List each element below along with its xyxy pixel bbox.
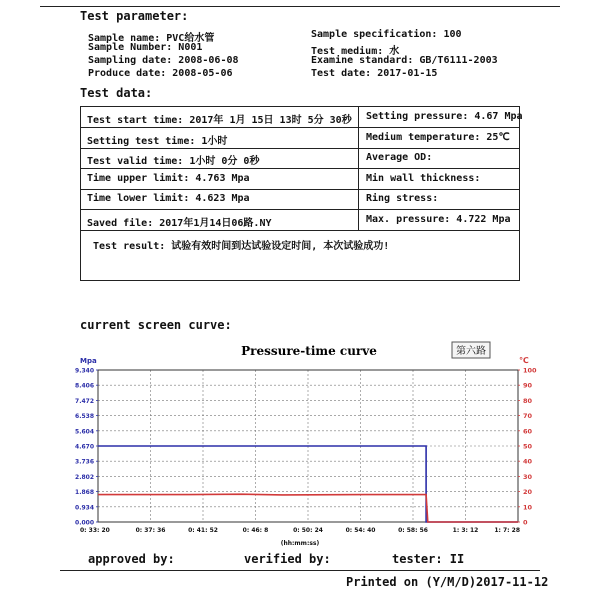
left-tick-label: 7.472: [75, 397, 94, 405]
footer-rule: [60, 570, 540, 571]
param-test-medium: Test medium: 水: [311, 46, 400, 57]
left-tick-label: 0.934: [75, 504, 94, 512]
x-tick-label: 0: 33: 20: [80, 527, 110, 534]
left-axis-labels: [75, 368, 94, 527]
left-tick-label: 2.802: [75, 473, 94, 481]
channel-label: 第六路: [456, 346, 486, 357]
row-line: [81, 189, 519, 190]
cell-test-start-time: Test start time: 2017年 1月 15日 13时 5分 30秒: [87, 115, 352, 126]
right-tick-label: 40: [523, 457, 533, 466]
param-test-date: Test date: 2017-01-15: [311, 68, 438, 79]
param-produce-date: Produce date: 2008-05-06: [88, 68, 233, 79]
left-tick-label: 4.670: [75, 443, 94, 451]
cell-medium-temperature: Medium temperature: 25℃: [366, 132, 510, 143]
left-tick-label: 8.406: [75, 382, 94, 390]
test-data-table: [80, 106, 523, 281]
x-tick-label: 0: 41: 52: [188, 527, 218, 534]
x-tick-label: 0: 37: 36: [135, 527, 166, 534]
left-tick-label: 6.538: [75, 413, 94, 421]
param-sample-number: Sample Number: N001: [88, 42, 203, 53]
cell-setting-pressure: Setting pressure: 4.67 Mpa: [366, 111, 523, 122]
x-tick-label: 1: 7: 28: [494, 527, 520, 534]
chart-title: Pressure-time curve: [241, 344, 377, 358]
left-tick-label: 5.604: [75, 428, 94, 436]
tester: tester: II: [392, 552, 465, 566]
right-tick-label: 0: [523, 518, 528, 527]
cell-test-valid-time: Test valid time: 1小时 0分 0秒: [87, 156, 260, 167]
right-axis-labels: [523, 367, 537, 527]
param-sample-name: Sample name: PVC给水管: [88, 33, 215, 44]
param-examine-standard: Examine standard: GB/T6111-2003: [311, 55, 498, 66]
right-tick-label: 60: [523, 427, 533, 436]
param-sample-spec: Sample specification: 100: [311, 29, 462, 40]
right-tick-label: 10: [523, 503, 533, 512]
x-axis-labels: [80, 527, 520, 534]
cell-min-wall-thickness: Min wall thickness:: [366, 173, 481, 184]
left-axis-unit: Mpa: [80, 357, 97, 365]
right-tick-label: 50: [523, 442, 533, 451]
left-tick-label: 1.868: [75, 489, 94, 497]
cell-saved-file: Saved file: 2017年1月14日06路.NY: [87, 218, 272, 229]
param-sampling-date: Sampling date: 2008-06-08: [88, 55, 239, 66]
right-axis-unit: ℃: [519, 356, 529, 365]
pressure-time-chart: [0, 336, 600, 546]
test-data-title: Test data:: [80, 86, 153, 100]
row-line: [81, 148, 519, 149]
right-tick-label: 80: [523, 396, 533, 405]
x-tick-label: 0: 46: 8: [242, 527, 269, 534]
left-tick-label: 0.000: [75, 519, 94, 527]
right-tick-label: 100: [523, 366, 537, 375]
x-tick-label: 1: 3: 12: [452, 527, 479, 534]
cell-average-od: Average OD:: [366, 152, 433, 163]
x-tick-label: 0: 58: 56: [398, 527, 428, 534]
x-axis-label: (hh:mm:ss): [280, 540, 320, 546]
cell-time-lower-limit: Time lower limit: 4.623 Mpa: [87, 193, 250, 204]
verified-by: verified by:: [244, 552, 331, 566]
right-tick-label: 30: [523, 472, 533, 481]
cell-setting-test-time: Setting test time: 1小时: [87, 136, 228, 147]
cell-test-result: Test result: 试验有效时间到达试验设定时间, 本次试验成功!: [93, 241, 390, 252]
right-tick-label: 90: [523, 381, 533, 390]
test-parameter-title: Test parameter:: [80, 9, 189, 23]
left-tick-label: 3.736: [75, 458, 94, 466]
right-tick-label: 70: [523, 412, 533, 421]
right-tick-label: 20: [523, 488, 533, 497]
cell-time-upper-limit: Time upper limit: 4.763 Mpa: [87, 173, 250, 184]
row-line: [81, 230, 519, 231]
approved-by: approved by:: [88, 552, 175, 566]
curve-section-title: current screen curve:: [80, 318, 232, 332]
x-tick-label: 0: 50: 24: [293, 527, 323, 534]
top-rule: [40, 6, 560, 7]
row-line: [81, 127, 519, 128]
cell-max-pressure: Max. pressure: 4.722 Mpa: [366, 214, 511, 225]
cell-ring-stress: Ring stress:: [366, 193, 439, 204]
left-tick-label: 9.340: [75, 367, 94, 375]
x-tick-label: 0: 54: 40: [345, 527, 376, 534]
row-line: [81, 168, 519, 169]
printed-on: Printed on (Y/M/D)2017-11-12: [346, 575, 549, 589]
table-divider: [358, 107, 359, 231]
row-line: [81, 209, 519, 210]
